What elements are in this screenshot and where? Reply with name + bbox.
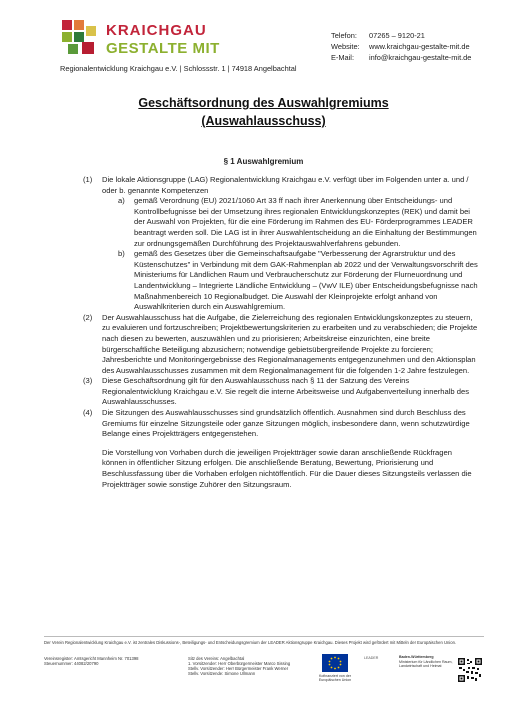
footer-register: Vereinsregister: Amtsgericht Mannheim Nr. 701398 Steuernummer: 44082/20790 [44, 656, 139, 666]
section-heading: § 1 Auswahlgremium [223, 157, 304, 166]
contact-website: Website: www.kraichgau-gestalte-mit.de [331, 42, 470, 51]
document-subtitle: (Auswahlausschuss) [201, 114, 326, 128]
paragraph-1: (1) Die lokale Aktionsgruppe (LAG) Regionalentwicklung Kraichgau e.V. verfügt über im Folgenden unter a. und / oder b. genannte Kompetenzen a) gemäß Verordnung (EU) 2021/1060 Art 33 ff nach ihrer Anerkennung über Entscheidungs- und Kontrollbefugnisse bei der Umsetzung ihres regionalen Entwicklungskonzeptes (REK) und damit bei der Auswahl von Projekten, für die eine Förderung im Rahmen des EU- Förderprogrammes LEADER beantragt werden soll. Die LAG ist in ihrer Auswahlentscheidung an die Einhaltung der Bestimmungen zur ordnungsgemäßen Durchführung des Projektauswahlverfahrens gebunden. b) gemäß des Gesetzes über die Gemeinschaftsaufgabe "Verbesserung der Agrarstruktur und des Küstenschutzes" in Verbindung mit dem GAK-Rahmenplan ab 2022 und der Verwaltungsvorschrift des Ministeriums für Ländlichen Raum und Verbraucherschutz zur Förderung der Flurneuordnung und Landentwicklung – Integrierte Ländliche Entwicklung – (VwV ILE) über Entscheidungsbefugnisse nach Maßnahmenbereich 10 Regionalbudget. Die Auswahl der Kleinprojekte erfolgt anhand von Auswahlkriterien durch ein Auswahlgremium. [83, 175, 478, 312]
paragraph-4: (4) Die Sitzungen des Auswahlausschusses sind grundsätzlich öffentlich. Ausnahmen sind durch Beschluss des Gremiums für einzelne Sitzungsteile oder ganze Sitzungen möglich, insbesondere dann, wenn schutzwürdige Belange eines Projektträgers entgegenstehen. [83, 408, 470, 439]
kraichgau-logo [60, 18, 260, 60]
footer-divider [44, 636, 484, 637]
logo-line2: GESTALTE MIT [106, 40, 220, 57]
sender-address: Regionalentwicklung Kraichgau e.V. | Schlossstr. 1 | 74918 Angelbachtal [60, 64, 297, 73]
leader-logo-icon [60, 18, 100, 58]
ministry-logo: Baden-Württemberg Ministerium für Ländlichen Raum, Landwirtschaft und Heimat [399, 655, 453, 668]
qr-code-icon [458, 658, 482, 682]
eu-cofunding-text: Kofinanziert von der Europäischen Union [318, 674, 352, 683]
paragraph-2: (2) Der Auswahlausschuss hat die Aufgabe, die Zielerreichung des regionalen Entwicklungskonzeptes zu steuern, zu evaluieren und fortzuschreiben; Projektbewertungskriterien zu erarbeiten und zu verabschieden; die Projekte nach diesen zu bewerten, auszuwählen und zu priorisieren; Arbeitskreise einzurichten, eine breite bürgerschaftliche Beteiligung abzusichern; notwendige gebietsübergreifende Projekte zu forcieren; Jahresberichte und Monitoringergebnisse des Regionalmanagements entgegenzunehmen und den Aktionsplan des Auswahlausschusses zusammen mit dem Regionalmanagement für die folgenden 1-2 Jahre festzulegen. [83, 312, 478, 375]
contact-phone: Telefon: 07265 – 9120-21 [331, 31, 425, 40]
document-body [83, 175, 478, 490]
document-title: Geschäftsordnung des Auswahlgremiums [138, 96, 389, 110]
footer-board: Sitz des Vereins: Angelbachtal 1. Vorsitzender: Herr Oberbürgermeister Marco Sissing Stellv. Vorsitzender: Herr Bürgermeister Frank Werner Stellv. Vorsitzende: Simone Ullmann [188, 656, 291, 676]
footer-note: Der Verein Regionalentwicklung Kraichgau e.V. ist zentrales Diskussions-, Beteiligungs- und Entscheidungsgremium der LEADER Aktionsgruppe Kraichgau. Dieses Projekt wird gefördert mit Mitteln der Europäischen Union. [44, 640, 457, 645]
eu-flag-icon [322, 654, 348, 672]
closing-paragraph: Die Vorstellung von Vorhaben durch die jeweiligen Projektträger sowie daran anschließende Rückfragen können in öffentlicher Sitzung erfolgen. Die anschließende Beratung, Bewertung, Priorisierung und Beschlussfassung über die Vorhaben erfolgen nichtöffentlich. Für die Dauer dieses Sitzungsteils verlassen die Projektträger sowie sonstige Zuhörer den Sitzungsraum. [102, 447, 472, 489]
paragraph-3: (3) Diese Geschäftsordnung gilt für den Auswahlausschuss nach § 11 der Satzung des Vereins Regionalentwicklung Kraichgau e.V. Sie regelt die interne Arbeitsweise und Aufgabenverteilung innerhalb des Auswahlausschusses. [83, 376, 469, 407]
contact-block [331, 30, 471, 63]
logo-line1: KRAICHGAU [106, 22, 207, 39]
contact-email: E-Mail: info@kraichgau-gestalte-mit.de [331, 53, 472, 62]
paragraph-1b: b) gemäß des Gesetzes über die Gemeinschaftsaufgabe "Verbesserung der Agrarstruktur und des Küstenschutzes" in Verbindung mit dem GAK-Rahmenplan ab 2022 und der Verwaltungsvorschrift des Ministeriums für Ländlichen Raum und Verbraucherschutz zur Förderung der Flurneuordnung und Landentwicklung – Integrierte Ländliche Entwicklung – (VwV ILE) über Entscheidungsbefugnisse nach Maßnahmenbereich 10 Regionalbudget. Die Auswahl der Kleinprojekte erfolgt anhand von Auswahlkriterien durch ein Auswahlgremium. [118, 249, 478, 312]
paragraph-1a: a) gemäß Verordnung (EU) 2021/1060 Art 33 ff nach ihrer Anerkennung über Entscheidungs- und Kontrollbefugnisse bei der Umsetzung ihres regionalen Entwicklungskonzeptes (REK) und damit bei der Auswahl von Projekten, für die eine Förderung im Rahmen des EU- Förderprogrammes LEADER beantragt werden soll. Die LAG ist in ihrer Auswahlentscheidung an die Einhaltung der Bestimmungen zur ordnungsgemäßen Durchführung des Projektauswahlverfahrens gebunden. [118, 196, 477, 248]
leader-logo: LEADER [364, 656, 379, 660]
